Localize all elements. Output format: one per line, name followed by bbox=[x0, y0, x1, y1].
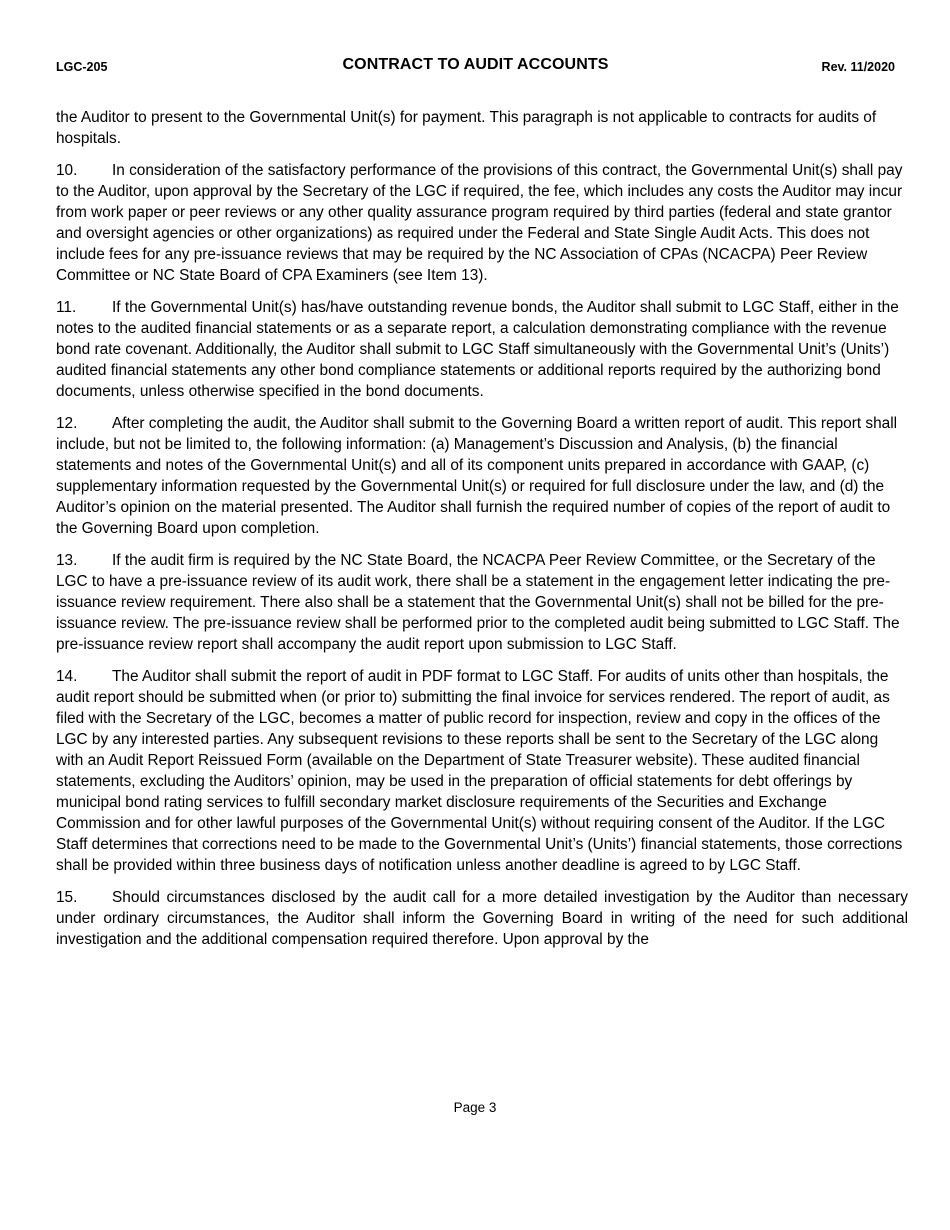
paragraph-text: If the audit firm is required by the NC State Board, the NCACPA Peer Review Committee, or the Secretary of the LGC to have a pre-issuance review of its audit work, there shall be a statement in the engagement letter indicating the pre-issuance review requirement. There also shall be a statement that the Governmental Unit(s) shall not be billed for the pre-issuance review. The pre-issuance review shall be performed prior to the completed audit being submitted to LGC Staff. The pre-issuance review report shall accompany the audit report upon submission to LGC Staff. bbox=[56, 552, 900, 653]
paragraph-number: 12. bbox=[56, 415, 78, 432]
paragraph-number: 11. bbox=[56, 299, 77, 316]
paragraph-number: 10. bbox=[56, 162, 78, 179]
paragraph-14 bbox=[56, 666, 908, 876]
page-header bbox=[56, 56, 895, 78]
paragraph-13 bbox=[56, 550, 908, 655]
page-number: Page 3 bbox=[453, 1100, 497, 1115]
paragraph-continued bbox=[56, 107, 908, 149]
paragraph-12 bbox=[56, 413, 908, 539]
paragraph-number: 13. bbox=[56, 552, 78, 569]
paragraph-number: 15. bbox=[56, 889, 78, 906]
document-body bbox=[56, 107, 908, 961]
paragraph-text: After completing the audit, the Auditor shall submit to the Governing Board a written report of audit. This report shall include, but not be limited to, the following information: (a) Management’s Discussion and Analysis, (b) the financial statements and notes of the Governmental Unit(s) and all of its component units prepared in accordance with GAAP, (c) supplementary information requested by the Governmental Unit(s) or required for full disclosure under the law, and (d) the Auditor’s opinion on the material presented. The Auditor shall furnish the required number of copies of the report of audit to the Governing Board upon completion. bbox=[56, 415, 898, 537]
paragraph-15 bbox=[56, 887, 908, 950]
paragraph-text: the Auditor to present to the Governmental Unit(s) for payment. This paragraph is not applicable to contracts for audits of hospitals. bbox=[56, 109, 877, 147]
paragraph-text: Should circumstances disclosed by the audit call for a more detailed investigation by the Auditor than necessary under ordinary circumstances, the Auditor shall inform the Governing Board in writing of the need for such additional investigation and the additional compensation required therefore. Upon approval by the bbox=[56, 889, 908, 948]
form-id: LGC-205 bbox=[56, 60, 108, 74]
paragraph-10 bbox=[56, 160, 908, 286]
document-title: CONTRACT TO AUDIT ACCOUNTS bbox=[342, 56, 609, 73]
paragraph-number: 14. bbox=[56, 668, 78, 685]
paragraph-text: The Auditor shall submit the report of audit in PDF format to LGC Staff. For audits of units other than hospitals, the audit report should be submitted when (or prior to) submitting the final invoice for services rendered. The report of audit, as filed with the Secretary of the LGC, becomes a matter of public record for inspection, review and copy in the offices of the LGC by any interested parties. Any subsequent revisions to these reports shall be sent to the Secretary of the LGC along with an Audit Report Reissued Form (available on the Department of State Treasurer website). These audited financial statements, excluding the Auditors’ opinion, may be used in the preparation of official statements for debt offerings by municipal bond rating services to fulfill secondary market disclosure requirements of the Securities and Exchange Commission and for other lawful purposes of the Governmental Unit(s) without requiring consent of the Auditor. If the LGC Staff determines that corrections need to be made to the Governmental Unit’s (Units’) financial statements, those corrections shall be provided within three business days of notification unless another deadline is agreed to by LGC Staff. bbox=[56, 668, 903, 874]
paragraph-11 bbox=[56, 297, 908, 402]
paragraph-text: In consideration of the satisfactory performance of the provisions of this contract, the Governmental Unit(s) shall pay to the Auditor, upon approval by the Secretary of the LGC if required, the fee, which includes any costs the Auditor may incur from work paper or peer reviews or any other quality assurance program required by third parties (federal and state grantor and oversight agencies or other organizations) as required under the Federal and State Single Audit Acts. This does not include fees for any pre-issuance reviews that may be required by the NC Association of CPAs (NCACPA) Peer Review Committee or NC State Board of CPA Examiners (see Item 13). bbox=[56, 162, 903, 284]
paragraph-text: If the Governmental Unit(s) has/have outstanding revenue bonds, the Auditor shall submit to LGC Staff, either in the notes to the audited financial statements or as a separate report, a calculation demonstrating compliance with the revenue bond rate covenant. Additionally, the Auditor shall submit to LGC Staff simultaneously with the Governmental Unit’s (Units’) audited financial statements any other bond compliance statements or additional reports required by the authorizing bond documents, unless otherwise specified in the bond documents. bbox=[56, 299, 899, 400]
revision-label: Rev. 11/2020 bbox=[821, 60, 895, 74]
